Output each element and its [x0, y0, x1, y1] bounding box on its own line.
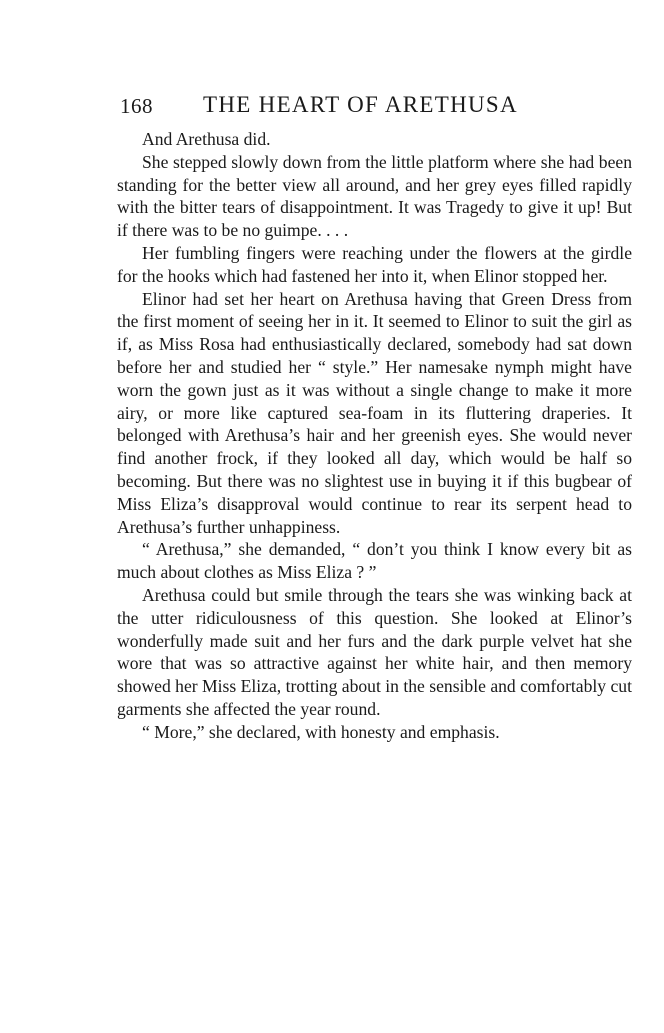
book-title: THE HEART OF ARETHUSA — [203, 92, 518, 117]
paragraph: Elinor had set her heart on Arethusa having that Green Dress from the first moment of seeing her in it. It seemed to Elinor to suit the girl as if, as Miss Rosa had enthusiastically declared, somebody had sat down before her and studied her “ style.” Her namesake nymph might have worn the gown just as it was without a single change to make it more airy, or more like captured sea-foam in its fluttering draperies. It belonged with Arethusa’s hair and her greenish eyes. She would never find another frock, if they looked all day, which would be half so becoming. But there was no slightest use in buying it if this bugbear of Miss Eliza’s disapproval would continue to rear its serpent head to Arethusa’s further unhappiness. — [117, 288, 632, 537]
body-text — [117, 128, 632, 744]
book-page — [117, 92, 632, 744]
paragraph: Her fumbling fingers were reaching under the flowers at the girdle for the hooks which had fastened her into it, when Elinor stopped her. — [117, 242, 632, 286]
page-number: 168 — [120, 94, 153, 118]
paragraph: She stepped slowly down from the little platform where she had been standing for the better view all around, and her grey eyes filled rapidly with the bitter tears of disappointment. It was Tragedy to give it up! But if there was to be no guimpe. . . . — [117, 151, 632, 241]
paragraph: “ More,” she declared, with honesty and emphasis. — [142, 721, 500, 742]
paragraph: “ Arethusa,” she demanded, “ don’t you think I know every bit as much about clothes as Miss Eliza ? ” — [117, 539, 632, 583]
paragraph: Arethusa could but smile through the tears she was winking back at the utter ridiculousness of this question. She looked at Elinor’s wonderfully made suit and her furs and the dark purple velvet hat she wore that was so attractive against her white hair, and then memory showed her Miss Eliza, trotting about in the sensible and comfortably cut garments she affected the year round. — [117, 584, 632, 719]
paragraph: And Arethusa did. — [142, 129, 271, 149]
running-header — [117, 92, 632, 122]
